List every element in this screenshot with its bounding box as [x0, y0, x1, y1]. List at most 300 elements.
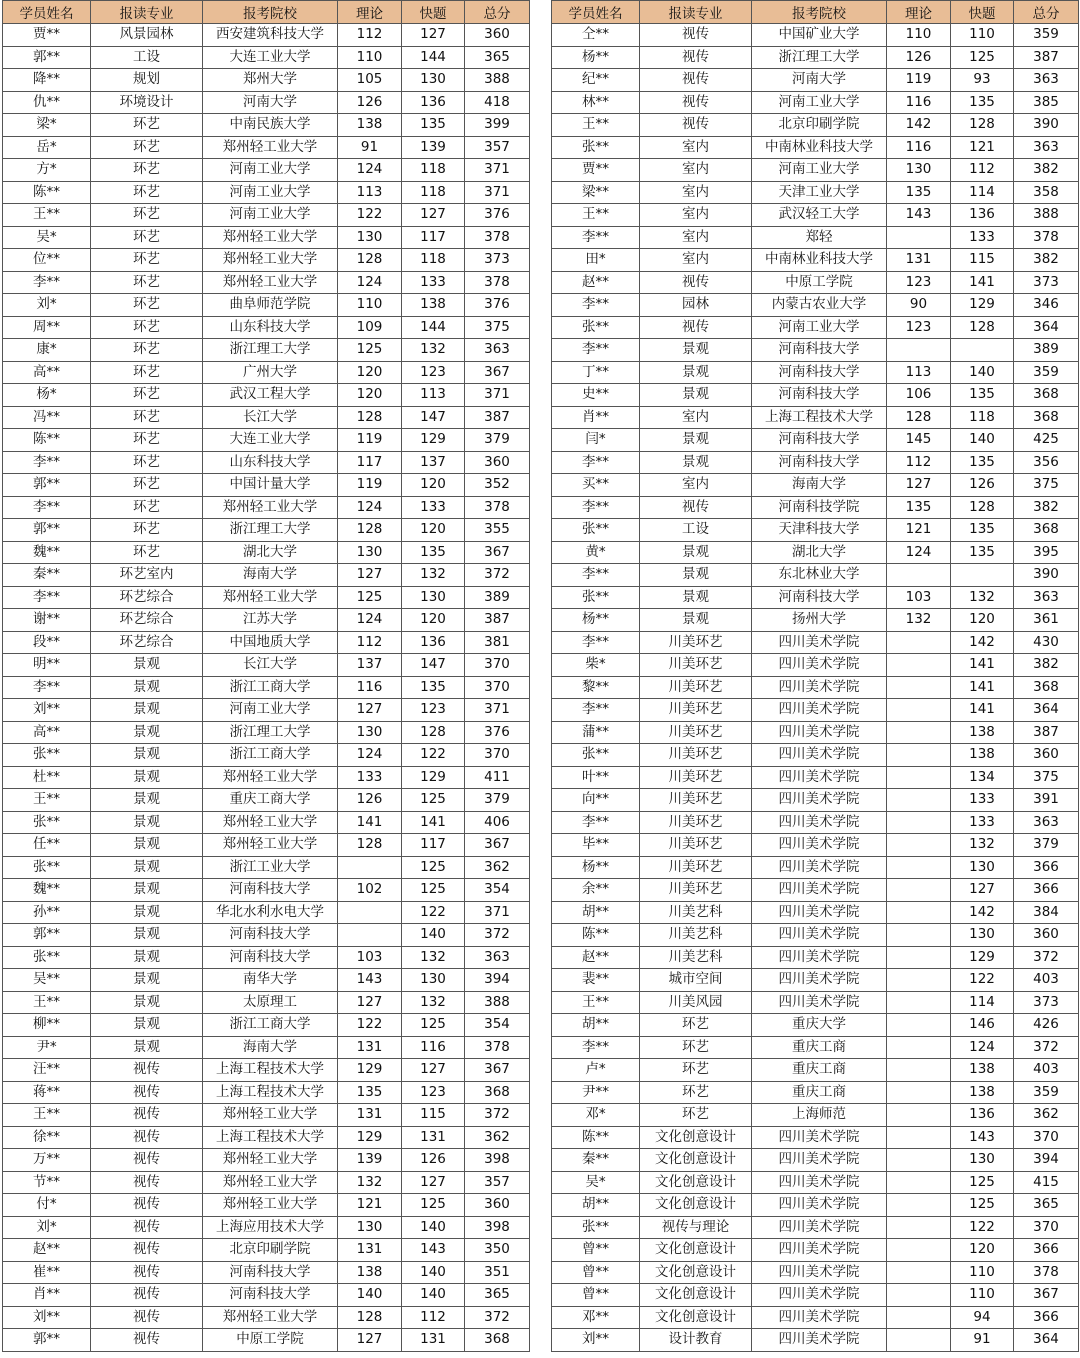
cell-total: 387	[465, 406, 530, 429]
cell-theory: 120	[338, 384, 402, 407]
cell-major: 景观	[91, 1014, 203, 1037]
cell-student-name: 李**	[552, 811, 640, 834]
cell-theory: 125	[338, 586, 402, 609]
cell-theory	[338, 856, 402, 879]
cell-school: 上海应用技术大学	[203, 1216, 338, 1239]
cell-school: 河南科技大学	[752, 384, 887, 407]
cell-total: 350	[465, 1239, 530, 1262]
cell-major: 环艺室内	[91, 564, 203, 587]
cell-student-name: 陈**	[552, 924, 640, 947]
cell-quick-design: 130	[951, 924, 1014, 947]
cell-total: 390	[1014, 114, 1079, 137]
cell-school: 中国矿业大学	[752, 24, 887, 47]
cell-school: 四川美术学院	[752, 1329, 887, 1352]
cell-quick-design: 131	[402, 1329, 465, 1352]
cell-student-name: 蒲**	[552, 721, 640, 744]
cell-theory: 106	[887, 384, 951, 407]
cell-theory: 131	[338, 1239, 402, 1262]
cell-school: 郑州大学	[203, 69, 338, 92]
cell-quick-design: 118	[402, 181, 465, 204]
cell-total: 372	[465, 924, 530, 947]
cell-major: 视传	[640, 46, 752, 69]
table-row	[552, 879, 1079, 902]
table-row	[552, 969, 1079, 992]
cell-theory: 127	[338, 1329, 402, 1352]
cell-total: 360	[465, 24, 530, 47]
cell-major: 环艺	[91, 519, 203, 542]
cell-student-name: 万**	[3, 1149, 91, 1172]
cell-total: 384	[1014, 901, 1079, 924]
cell-school: 四川美术学院	[752, 744, 887, 767]
cell-student-name: 丁**	[552, 361, 640, 384]
cell-quick-design: 112	[402, 1306, 465, 1329]
left-table-header	[3, 1, 530, 24]
cell-school: 四川美术学院	[752, 1306, 887, 1329]
cell-theory: 130	[338, 226, 402, 249]
cell-theory: 131	[338, 1036, 402, 1059]
cell-major: 景观	[91, 1036, 203, 1059]
cell-theory	[887, 339, 951, 362]
cell-theory: 103	[887, 586, 951, 609]
table-row	[3, 474, 530, 497]
table-row	[3, 631, 530, 654]
cell-school: 河南大学	[203, 91, 338, 114]
cell-total: 364	[1014, 1329, 1079, 1352]
cell-major: 环艺	[91, 316, 203, 339]
cell-student-name: 谢**	[3, 609, 91, 632]
table-row	[552, 811, 1079, 834]
cell-school: 华北水利水电大学	[203, 901, 338, 924]
table-row	[3, 1081, 530, 1104]
cell-total: 371	[465, 901, 530, 924]
cell-major: 川美环艺	[640, 744, 752, 767]
cell-total: 388	[465, 69, 530, 92]
cell-theory: 128	[338, 834, 402, 857]
cell-total: 403	[1014, 1059, 1079, 1082]
cell-theory: 91	[338, 136, 402, 159]
cell-quick-design: 112	[951, 159, 1014, 182]
cell-school: 河南工业大学	[203, 159, 338, 182]
cell-major: 工设	[640, 519, 752, 542]
cell-student-name: 史**	[552, 384, 640, 407]
table-row	[552, 1306, 1079, 1329]
cell-quick-design: 130	[402, 586, 465, 609]
cell-student-name: 曾**	[552, 1284, 640, 1307]
cell-student-name: 郭**	[3, 474, 91, 497]
cell-quick-design: 138	[951, 1059, 1014, 1082]
table-row	[3, 744, 530, 767]
cell-theory: 110	[338, 46, 402, 69]
cell-major: 城市空间	[640, 969, 752, 992]
cell-major: 工设	[91, 46, 203, 69]
cell-theory: 110	[887, 24, 951, 47]
cell-school: 四川美术学院	[752, 1216, 887, 1239]
cell-total: 415	[1014, 1171, 1079, 1194]
cell-quick-design: 140	[402, 1216, 465, 1239]
cell-school: 海南大学	[752, 474, 887, 497]
cell-theory	[887, 654, 951, 677]
table-row	[3, 361, 530, 384]
cell-major: 文化创意设计	[640, 1239, 752, 1262]
cell-quick-design: 127	[402, 1171, 465, 1194]
cell-theory: 124	[338, 744, 402, 767]
cell-theory: 126	[887, 46, 951, 69]
header-row	[552, 1, 1079, 24]
table-row	[552, 91, 1079, 114]
cell-student-name: 方*	[3, 159, 91, 182]
cell-major: 室内	[640, 136, 752, 159]
table-row	[552, 249, 1079, 272]
cell-student-name: 张**	[3, 744, 91, 767]
cell-quick-design: 120	[402, 474, 465, 497]
cell-student-name: 付*	[3, 1194, 91, 1217]
cell-quick-design: 126	[402, 1149, 465, 1172]
cell-total: 388	[465, 991, 530, 1014]
table-row	[3, 946, 530, 969]
cell-student-name: 肖**	[552, 406, 640, 429]
table-row	[552, 676, 1079, 699]
cell-quick-design: 135	[402, 676, 465, 699]
cell-school: 上海工程技术大学	[203, 1081, 338, 1104]
cell-theory	[887, 1014, 951, 1037]
cell-student-name: 梁*	[3, 114, 91, 137]
table-row	[552, 271, 1079, 294]
cell-major: 景观	[91, 654, 203, 677]
cell-major: 环艺	[640, 1059, 752, 1082]
cell-quick-design: 130	[951, 856, 1014, 879]
cell-quick-design: 135	[402, 541, 465, 564]
table-row	[3, 429, 530, 452]
table-row	[552, 856, 1079, 879]
cell-school: 浙江理工大学	[203, 721, 338, 744]
table-row	[552, 114, 1079, 137]
table-row	[3, 226, 530, 249]
cell-student-name: 郭**	[3, 1329, 91, 1352]
cell-theory: 129	[338, 1059, 402, 1082]
cell-total: 363	[1014, 586, 1079, 609]
cell-theory: 90	[887, 294, 951, 317]
cell-school: 浙江工业大学	[203, 856, 338, 879]
cell-school: 四川美术学院	[752, 1194, 887, 1217]
cell-quick-design: 144	[402, 316, 465, 339]
cell-student-name: 贾**	[3, 24, 91, 47]
cell-school: 郑州轻工业大学	[203, 1306, 338, 1329]
table-row	[3, 991, 530, 1014]
cell-school: 曲阜师范学院	[203, 294, 338, 317]
cell-quick-design: 125	[951, 46, 1014, 69]
cell-student-name: 刘**	[552, 1329, 640, 1352]
cell-total: 372	[465, 1104, 530, 1127]
cell-total: 372	[465, 1306, 530, 1329]
cell-major: 景观	[91, 834, 203, 857]
cell-theory: 132	[338, 1171, 402, 1194]
cell-total: 366	[1014, 879, 1079, 902]
cell-quick-design: 117	[402, 834, 465, 857]
cell-theory	[887, 1104, 951, 1127]
cell-school: 武汉轻工大学	[752, 204, 887, 227]
cell-theory: 116	[338, 676, 402, 699]
cell-quick-design: 127	[402, 204, 465, 227]
cell-major: 环艺综合	[91, 631, 203, 654]
cell-quick-design: 128	[951, 114, 1014, 137]
cell-quick-design: 134	[951, 766, 1014, 789]
cell-quick-design: 125	[402, 789, 465, 812]
table-row	[3, 69, 530, 92]
table-row	[552, 159, 1079, 182]
cell-theory	[887, 1126, 951, 1149]
cell-major: 环艺	[91, 339, 203, 362]
cell-school: 四川美术学院	[752, 1284, 887, 1307]
cell-school: 四川美术学院	[752, 1126, 887, 1149]
cell-school: 郑州轻工业大学	[203, 766, 338, 789]
cell-total: 382	[1014, 654, 1079, 677]
cell-total: 385	[1014, 91, 1079, 114]
header-student-name: 学员姓名	[3, 1, 91, 24]
cell-quick-design: 133	[951, 811, 1014, 834]
cell-total: 387	[465, 609, 530, 632]
cell-student-name: 李**	[552, 699, 640, 722]
table-row	[552, 789, 1079, 812]
cell-school: 四川美术学院	[752, 969, 887, 992]
cell-quick-design: 127	[402, 24, 465, 47]
cell-total: 394	[465, 969, 530, 992]
table-row	[3, 249, 530, 272]
cell-theory: 130	[338, 541, 402, 564]
cell-student-name: 秦**	[552, 1149, 640, 1172]
table-row	[552, 294, 1079, 317]
cell-theory: 124	[338, 496, 402, 519]
cell-student-name: 刘*	[3, 294, 91, 317]
cell-school: 郑州轻工业大学	[203, 271, 338, 294]
table-row	[552, 1216, 1079, 1239]
table-row	[3, 969, 530, 992]
cell-theory: 145	[887, 429, 951, 452]
cell-total: 365	[1014, 1194, 1079, 1217]
cell-total: 367	[465, 1059, 530, 1082]
cell-major: 环艺	[91, 249, 203, 272]
cell-school: 中南林业科技大学	[752, 136, 887, 159]
cell-theory	[887, 1059, 951, 1082]
cell-quick-design: 130	[951, 1149, 1014, 1172]
cell-total: 403	[1014, 969, 1079, 992]
cell-quick-design: 118	[402, 249, 465, 272]
cell-quick-design: 138	[951, 1081, 1014, 1104]
cell-total: 394	[1014, 1149, 1079, 1172]
cell-student-name: 王**	[552, 204, 640, 227]
cell-total: 375	[465, 316, 530, 339]
cell-theory: 124	[338, 271, 402, 294]
cell-theory: 128	[338, 249, 402, 272]
cell-student-name: 李**	[3, 586, 91, 609]
cell-theory: 105	[338, 69, 402, 92]
cell-theory: 138	[338, 1261, 402, 1284]
cell-major: 视传	[91, 1216, 203, 1239]
cell-quick-design: 114	[951, 181, 1014, 204]
cell-school: 海南大学	[203, 564, 338, 587]
cell-quick-design: 128	[402, 721, 465, 744]
cell-total: 376	[465, 294, 530, 317]
cell-major: 视传	[640, 496, 752, 519]
cell-student-name: 吴*	[552, 1171, 640, 1194]
cell-school: 四川美术学院	[752, 946, 887, 969]
cell-major: 室内	[640, 406, 752, 429]
table-row	[3, 271, 530, 294]
table-row	[552, 1239, 1079, 1262]
cell-total: 360	[1014, 924, 1079, 947]
header-row	[3, 1, 530, 24]
cell-school: 四川美术学院	[752, 924, 887, 947]
cell-major: 环艺	[91, 541, 203, 564]
cell-total: 371	[465, 384, 530, 407]
cell-school: 四川美术学院	[752, 834, 887, 857]
cell-quick-design: 123	[402, 699, 465, 722]
cell-quick-design: 125	[402, 856, 465, 879]
cell-major: 环艺综合	[91, 586, 203, 609]
cell-total: 387	[1014, 46, 1079, 69]
cell-major: 视传	[640, 316, 752, 339]
table-row	[3, 339, 530, 362]
cell-quick-design: 136	[402, 91, 465, 114]
cell-school: 四川美术学院	[752, 654, 887, 677]
cell-major: 川美艺科	[640, 924, 752, 947]
cell-student-name: 毕**	[552, 834, 640, 857]
cell-total: 366	[1014, 1239, 1079, 1262]
cell-quick-design: 131	[402, 1126, 465, 1149]
cell-student-name: 杨*	[3, 384, 91, 407]
cell-quick-design: 123	[402, 361, 465, 384]
cell-theory: 112	[887, 451, 951, 474]
cell-major: 环艺	[91, 159, 203, 182]
table-row	[552, 69, 1079, 92]
cell-school: 重庆工商	[752, 1059, 887, 1082]
cell-total: 406	[465, 811, 530, 834]
cell-theory	[887, 1036, 951, 1059]
cell-school: 四川美术学院	[752, 811, 887, 834]
cell-total: 354	[465, 1014, 530, 1037]
table-row	[3, 834, 530, 857]
cell-student-name: 李**	[552, 226, 640, 249]
cell-total: 367	[1014, 1284, 1079, 1307]
cell-major: 景观	[91, 789, 203, 812]
table-row	[552, 541, 1079, 564]
cell-theory: 135	[338, 1081, 402, 1104]
table-row	[552, 1284, 1079, 1307]
cell-student-name: 仇**	[3, 91, 91, 114]
cell-total: 366	[1014, 856, 1079, 879]
cell-total: 379	[465, 789, 530, 812]
cell-theory: 135	[887, 496, 951, 519]
cell-major: 视传	[91, 1171, 203, 1194]
cell-student-name: 蒋**	[3, 1081, 91, 1104]
cell-school: 郑州轻工业大学	[203, 586, 338, 609]
cell-total: 368	[465, 1081, 530, 1104]
cell-total: 360	[465, 451, 530, 474]
cell-total: 378	[465, 1036, 530, 1059]
cell-school: 浙江工商大学	[203, 1014, 338, 1037]
cell-school: 天津工业大学	[752, 181, 887, 204]
cell-student-name: 向**	[552, 789, 640, 812]
cell-theory: 142	[887, 114, 951, 137]
table-row	[3, 316, 530, 339]
cell-school: 长江大学	[203, 406, 338, 429]
cell-theory: 119	[338, 474, 402, 497]
cell-student-name: 徐**	[3, 1126, 91, 1149]
table-row	[3, 586, 530, 609]
cell-school: 上海工程技术大学	[752, 406, 887, 429]
left-score-table	[2, 0, 530, 1352]
table-row	[552, 1059, 1079, 1082]
cell-theory	[887, 564, 951, 587]
cell-total: 382	[1014, 249, 1079, 272]
cell-quick-design: 118	[402, 159, 465, 182]
cell-major: 文化创意设计	[640, 1284, 752, 1307]
cell-quick-design	[951, 564, 1014, 587]
table-row	[552, 631, 1079, 654]
cell-theory	[887, 789, 951, 812]
cell-quick-design: 136	[951, 204, 1014, 227]
cell-theory: 117	[338, 451, 402, 474]
cell-total: 357	[465, 1171, 530, 1194]
table-row	[552, 204, 1079, 227]
cell-school: 河南工业大学	[203, 699, 338, 722]
cell-theory	[887, 699, 951, 722]
cell-school: 中国计量大学	[203, 474, 338, 497]
cell-quick-design: 132	[951, 834, 1014, 857]
cell-student-name: 李**	[552, 339, 640, 362]
cell-school: 郑州轻工业大学	[203, 834, 338, 857]
cell-total: 360	[1014, 744, 1079, 767]
cell-student-name: 李**	[3, 451, 91, 474]
cell-quick-design: 133	[402, 271, 465, 294]
table-row	[3, 204, 530, 227]
cell-student-name: 吴*	[3, 226, 91, 249]
cell-major: 景观	[91, 721, 203, 744]
cell-theory: 102	[338, 879, 402, 902]
cell-student-name: 吴**	[3, 969, 91, 992]
cell-quick-design: 129	[951, 294, 1014, 317]
table-row	[552, 744, 1079, 767]
table-row	[552, 1329, 1079, 1352]
cell-quick-design: 125	[951, 1171, 1014, 1194]
header-quick-design: 快题	[402, 1, 465, 24]
cell-quick-design: 133	[951, 226, 1014, 249]
cell-student-name: 王**	[3, 991, 91, 1014]
cell-theory	[887, 1239, 951, 1262]
cell-theory: 124	[338, 159, 402, 182]
table-row	[552, 1014, 1079, 1037]
cell-total: 363	[1014, 811, 1079, 834]
cell-school: 河南科技大学	[752, 339, 887, 362]
table-row	[552, 1149, 1079, 1172]
cell-major: 文化创意设计	[640, 1306, 752, 1329]
cell-total: 389	[1014, 339, 1079, 362]
cell-total: 375	[1014, 766, 1079, 789]
cell-student-name: 仝**	[552, 24, 640, 47]
cell-total: 382	[1014, 496, 1079, 519]
table-row	[552, 924, 1079, 947]
cell-major: 环艺	[91, 496, 203, 519]
cell-theory: 113	[887, 361, 951, 384]
cell-student-name: 张**	[3, 811, 91, 834]
cell-theory: 132	[887, 609, 951, 632]
cell-major: 川美环艺	[640, 789, 752, 812]
cell-total: 363	[1014, 136, 1079, 159]
cell-total: 430	[1014, 631, 1079, 654]
cell-school: 天津科技大学	[752, 519, 887, 542]
cell-theory: 119	[338, 429, 402, 452]
table-row	[552, 384, 1079, 407]
cell-major: 视传	[640, 91, 752, 114]
